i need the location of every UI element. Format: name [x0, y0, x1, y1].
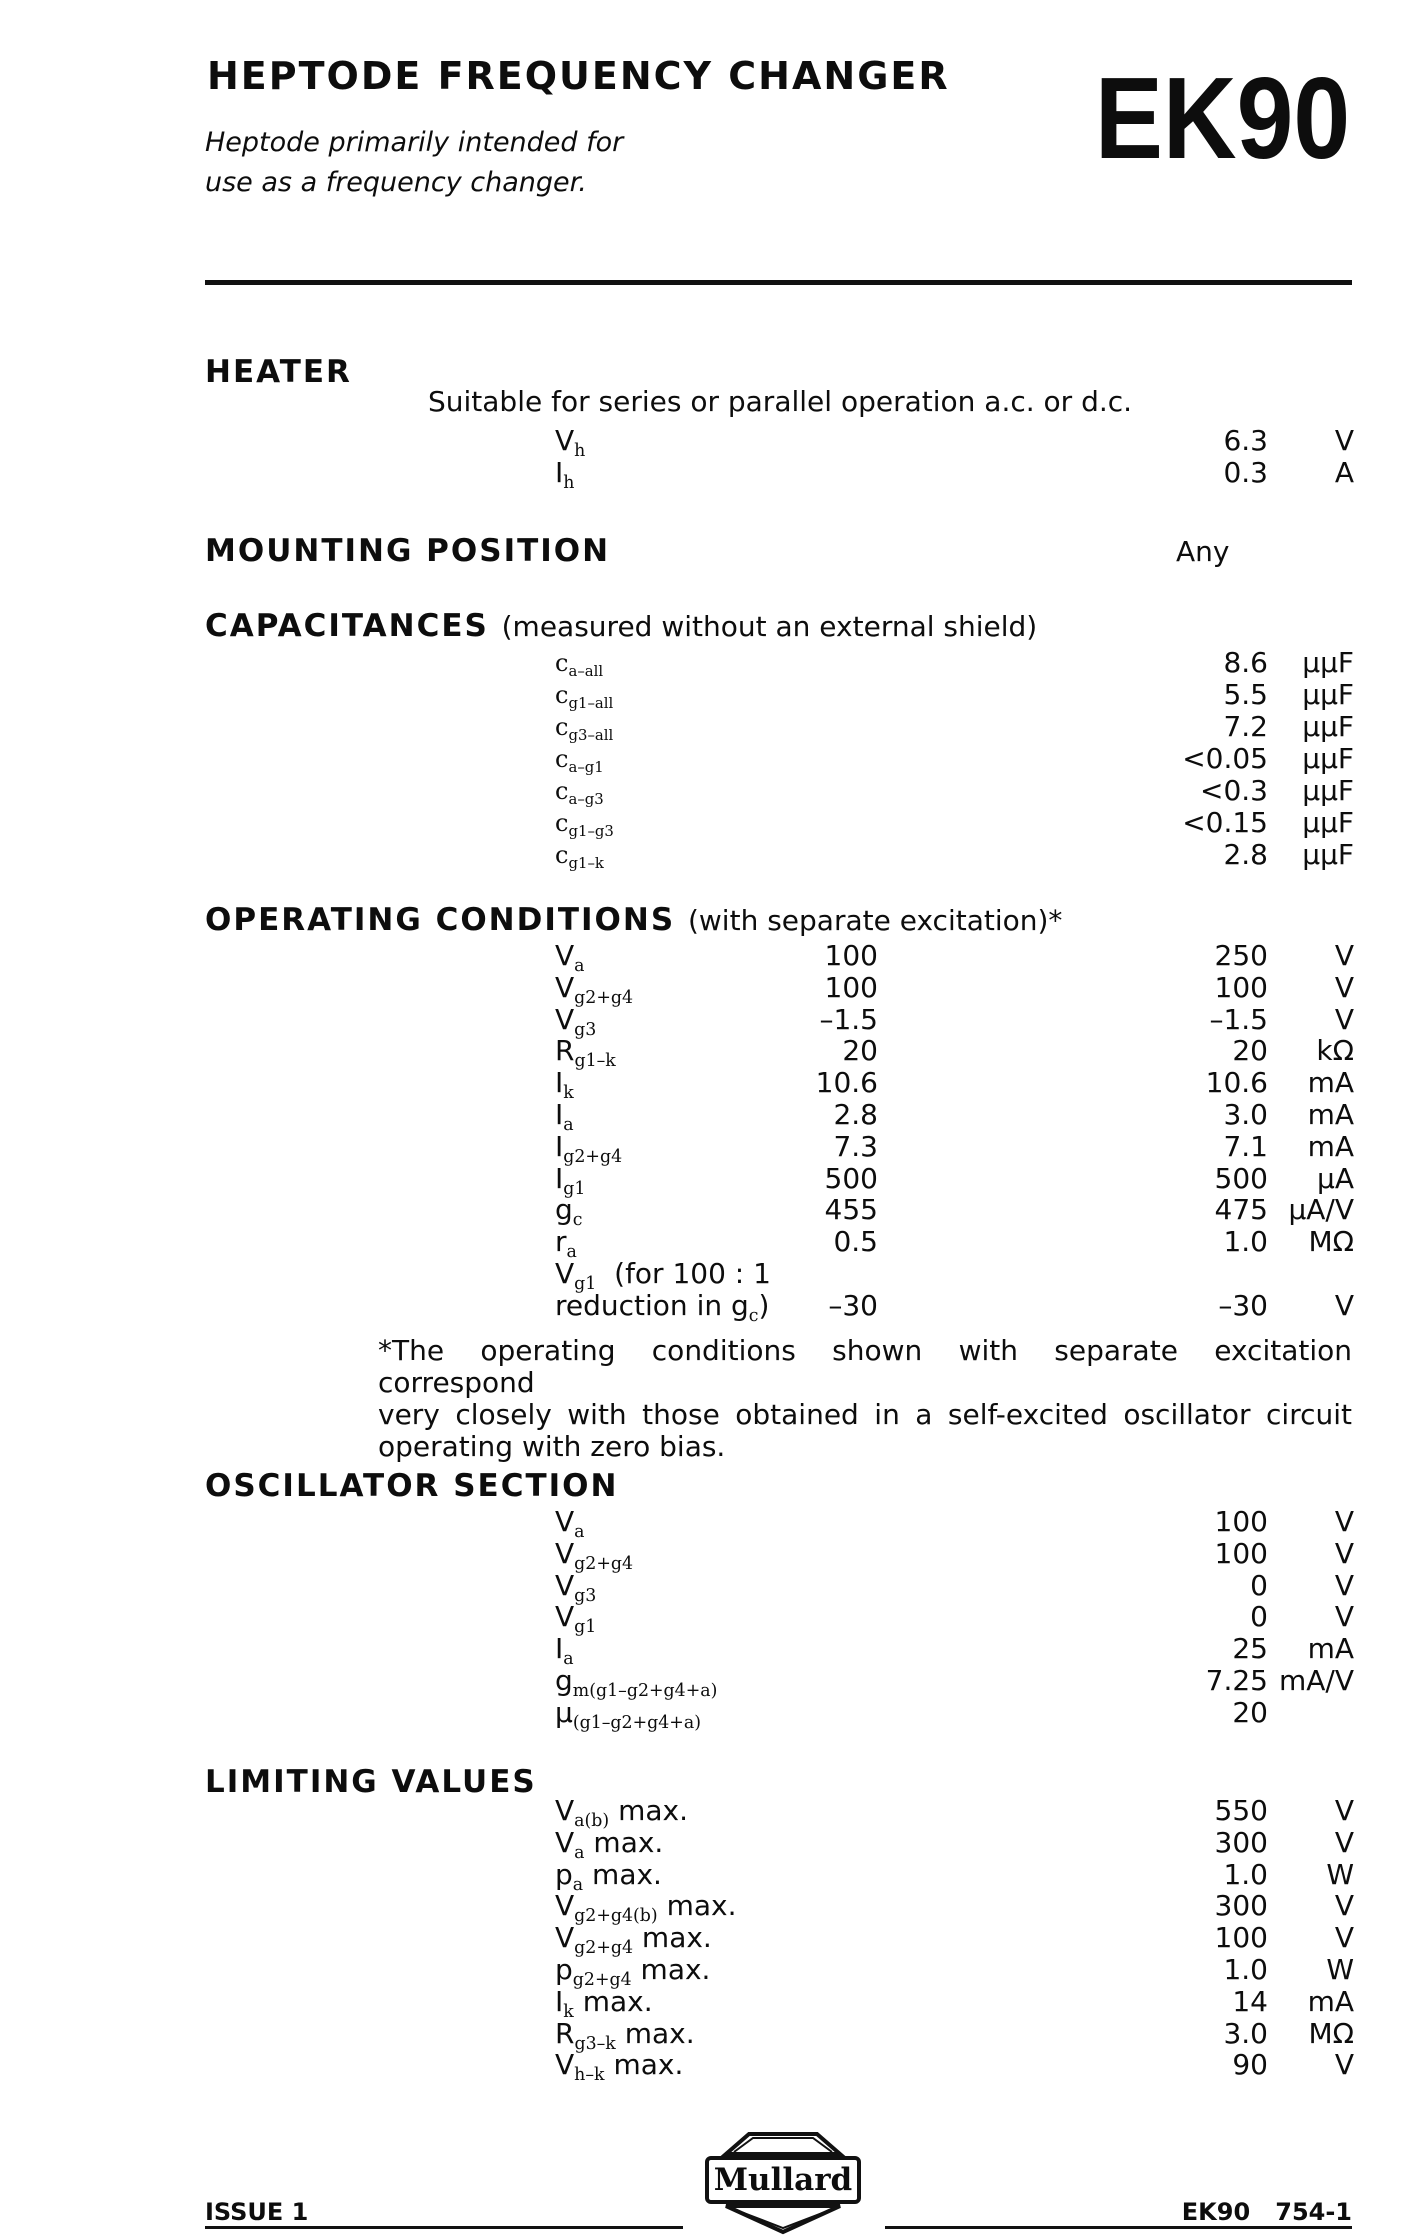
unit: V — [1334, 1921, 1354, 1955]
row-symbol-main: c — [555, 745, 569, 773]
limiting-row — [0, 1825, 1420, 1863]
value-col-2: 475 — [1214, 1193, 1268, 1227]
value: 100 — [1214, 1505, 1268, 1538]
heater-row — [0, 424, 1420, 462]
value: 7.2 — [1223, 710, 1268, 743]
value-col-2: 3.0 — [1223, 1098, 1268, 1131]
unit: V — [1334, 1889, 1354, 1923]
unit: V — [1334, 939, 1354, 972]
row-symbol-main: c — [555, 681, 569, 709]
row-symbol-suffix: max. — [573, 1984, 653, 2018]
unit: μμF — [1302, 838, 1354, 871]
value-col-1: 10.6 — [815, 1066, 878, 1100]
value: <0.05 — [1182, 742, 1268, 775]
limiting-row — [0, 2048, 1420, 2086]
row-symbol-sub: h — [563, 473, 575, 494]
value: 8.6 — [1223, 646, 1268, 679]
value-col-1: 100 — [824, 939, 878, 972]
value-col-1: 2.8 — [833, 1098, 878, 1131]
row-symbol-sub: a — [574, 956, 585, 977]
value: 300 — [1214, 1889, 1268, 1923]
unit: μμF — [1302, 710, 1354, 743]
mounting-value: Any — [1176, 535, 1230, 568]
operating-row-vg1-line1 — [0, 1257, 1420, 1295]
row-symbol-main: V — [555, 1921, 575, 1955]
row-symbol-sub: g1 — [574, 1274, 597, 1295]
value: 0 — [1250, 1600, 1268, 1634]
row-symbol-main: I — [555, 1632, 564, 1666]
type-code: EK90 — [1094, 53, 1350, 183]
row-symbol-main: p — [555, 1953, 573, 1986]
heater-note: Suitable for series or parallel operation a.c. or d.c. — [428, 385, 1133, 418]
limiting-row — [0, 1857, 1420, 1895]
value-col-2: –30 — [1218, 1289, 1268, 1322]
value: <0.3 — [1200, 774, 1268, 807]
logo-text: Mullard — [713, 2162, 853, 2198]
row-symbol-sub: a — [566, 1242, 577, 1263]
value-col-1: 100 — [824, 970, 878, 1004]
unit: mA — [1307, 1066, 1354, 1100]
value: 0.3 — [1223, 456, 1268, 489]
unit: mA/V — [1278, 1664, 1354, 1697]
row-symbol-sub: a–all — [568, 662, 604, 681]
capacitance-row — [0, 743, 1420, 775]
value: 300 — [1214, 1825, 1268, 1859]
row-symbol-sub: c — [748, 1306, 759, 1327]
row-symbol-suffix: max. — [657, 1889, 737, 1923]
mullard-logo — [704, 2128, 862, 2236]
value-col-2: 1.0 — [1223, 1225, 1268, 1259]
oscillator-row — [0, 1664, 1420, 1702]
unit: kΩ — [1316, 1034, 1354, 1068]
row-symbol — [555, 2049, 683, 2091]
row-symbol — [555, 1290, 769, 1332]
value-col-1: 20 — [842, 1034, 878, 1068]
capacitance-row — [0, 647, 1420, 679]
row-symbol-main: p — [555, 1857, 573, 1891]
operating-row — [0, 1002, 1420, 1040]
operating-row — [0, 1225, 1420, 1263]
row-symbol-sub: a — [563, 1115, 574, 1136]
row-symbol-main: μ — [555, 1695, 573, 1729]
unit: mA — [1307, 1632, 1354, 1666]
unit: W — [1326, 1857, 1354, 1891]
row-symbol-main: g — [555, 1193, 573, 1227]
capacitances-heading-note: (measured without an external shield) — [501, 610, 1038, 643]
value: 100 — [1214, 1921, 1268, 1955]
operating-row — [0, 1193, 1420, 1231]
value: 1.0 — [1223, 1857, 1268, 1891]
row-symbol — [555, 1697, 701, 1739]
row-symbol-sub: g2+g4 — [563, 1146, 623, 1167]
row-symbol-sub: a–g1 — [568, 758, 604, 777]
operating-row — [0, 1034, 1420, 1072]
row-symbol-sub: g3–all — [568, 726, 614, 745]
value: 25 — [1232, 1632, 1268, 1666]
row-symbol-main: I — [555, 1984, 564, 2018]
row-symbol-main: c — [555, 649, 569, 677]
value: 100 — [1214, 1536, 1268, 1570]
row-symbol-main: V — [555, 939, 575, 972]
row-symbol-main: r — [555, 1225, 567, 1259]
row-symbol-suffix: max. — [631, 1953, 711, 1986]
unit: V — [1334, 1002, 1354, 1036]
unit: μA — [1317, 1161, 1354, 1195]
limiting-row — [0, 1984, 1420, 2022]
row-symbol-main: c — [555, 713, 569, 741]
unit: μμF — [1302, 646, 1354, 679]
row-symbol-sub: a–g3 — [568, 790, 604, 809]
row-symbol-main: c — [555, 777, 569, 805]
subtitle-line-1: Heptode primarily intended for — [205, 127, 624, 158]
row-symbol-suffix: max. — [609, 1794, 688, 1827]
row-symbol-main: I — [555, 1129, 564, 1163]
row-symbol-sub: a — [563, 1649, 574, 1670]
row-symbol-sub: g1–k — [574, 1051, 616, 1072]
issue-label: ISSUE 1 — [205, 2198, 309, 2226]
row-symbol-main: V — [555, 970, 575, 1004]
value-col-2: 100 — [1214, 970, 1268, 1004]
row-symbol-main: I — [555, 1161, 564, 1195]
limiting-row — [0, 1953, 1420, 1991]
row-symbol-main: R — [555, 1034, 575, 1068]
row-symbol-sub: a — [574, 1842, 585, 1863]
value-col-2: 500 — [1214, 1161, 1268, 1195]
row-symbol-sub: g1 — [574, 1617, 597, 1638]
row-symbol-sub: g2+g4 — [574, 1553, 634, 1574]
operating-row — [0, 1129, 1420, 1167]
row-symbol-main: V — [555, 1825, 575, 1859]
unit: μμF — [1302, 678, 1354, 711]
row-symbol-sub: c — [572, 1210, 583, 1231]
row-symbol-main: V — [555, 2048, 575, 2082]
value: 1.0 — [1223, 1953, 1268, 1986]
unit: mA — [1307, 1098, 1354, 1131]
limiting-row — [0, 1794, 1420, 1832]
row-symbol-sub: a — [574, 1522, 585, 1543]
capacitance-row — [0, 679, 1420, 711]
capacitance-row — [0, 807, 1420, 839]
oscillator-row — [0, 1505, 1420, 1543]
footnote-line-3: operating with zero bias. — [378, 1430, 726, 1463]
row-symbol-suffix: max. — [633, 1921, 712, 1955]
limiting-row — [0, 1889, 1420, 1927]
unit: μμF — [1302, 774, 1354, 807]
limiting-row — [0, 2016, 1420, 2054]
row-symbol-sub: g3 — [574, 1585, 597, 1606]
unit: V — [1334, 424, 1354, 457]
value: 0 — [1250, 1568, 1268, 1602]
row-symbol-sub: m(g1–g2+g4+a) — [572, 1681, 718, 1702]
row-symbol-sub: g2+g4 — [574, 987, 634, 1008]
value: 2.8 — [1223, 838, 1268, 871]
unit: MΩ — [1308, 2016, 1354, 2050]
value: 550 — [1214, 1794, 1268, 1827]
subtitle-line-2: use as a frequency changer. — [205, 167, 587, 198]
row-symbol-main: V — [555, 1505, 575, 1538]
value-col-2: 10.6 — [1205, 1066, 1268, 1100]
row-symbol-main: V — [555, 1002, 575, 1036]
oscillator-row — [0, 1568, 1420, 1606]
row-symbol-main: c — [555, 809, 569, 837]
row-symbol-sub: k — [563, 1083, 574, 1104]
row-symbol-sub: h — [574, 441, 586, 462]
row-symbol-sub: (g1–g2+g4+a) — [572, 1712, 701, 1733]
value-col-2: 20 — [1232, 1034, 1268, 1068]
operating-footnote — [378, 1335, 1352, 1463]
value-col-2: –1.5 — [1209, 1002, 1268, 1036]
row-symbol-sub: g3 — [574, 1019, 597, 1040]
operating-row — [0, 1098, 1420, 1136]
row-symbol-main: V — [555, 1600, 575, 1634]
unit: V — [1334, 1505, 1354, 1538]
value: 90 — [1232, 2048, 1268, 2082]
row-symbol-main: V — [555, 1568, 575, 1602]
unit: MΩ — [1308, 1225, 1354, 1259]
operating-row — [0, 1066, 1420, 1104]
value: 5.5 — [1223, 678, 1268, 711]
row-symbol-main: R — [555, 2016, 575, 2050]
row-symbol-suffix: max. — [604, 2048, 684, 2082]
heater-heading: HEATER — [205, 354, 352, 390]
row-symbol-sub: g3–k — [574, 2033, 616, 2054]
row-symbol-sub: g2+g4(b) — [574, 1906, 658, 1927]
row-symbol-main: I — [555, 456, 564, 489]
row-symbol-suffix: max. — [584, 1825, 664, 1859]
value: 7.25 — [1205, 1664, 1268, 1697]
capacitances-heading-text: CAPACITANCES — [205, 608, 489, 644]
row-symbol-suffix: max. — [583, 1857, 662, 1891]
oscillator-row — [0, 1600, 1420, 1638]
value-col-1: 500 — [824, 1161, 878, 1195]
row-symbol-sub: k — [563, 2001, 574, 2022]
unit: μA/V — [1288, 1193, 1354, 1227]
row-symbol-sub: a — [572, 1874, 584, 1895]
unit: V — [1334, 2048, 1354, 2082]
row-symbol-suffix: max. — [615, 2016, 695, 2050]
unit: V — [1334, 1600, 1354, 1634]
limiting-heading: LIMITING VALUES — [205, 1764, 537, 1800]
row-symbol-main: V — [555, 1794, 575, 1827]
row-symbol-sub: a(b) — [574, 1811, 610, 1832]
mounting-heading: MOUNTING POSITION — [205, 533, 611, 569]
row-symbol-main: V — [555, 424, 575, 457]
row-symbol-sub: g2+g4 — [574, 1938, 634, 1959]
oscillator-row — [0, 1632, 1420, 1670]
capacitance-row — [0, 839, 1420, 871]
operating-row — [0, 939, 1420, 977]
row-symbol-main: I — [555, 1098, 564, 1131]
value-col-1: 455 — [824, 1193, 878, 1227]
row-symbol-main: V — [555, 1889, 575, 1923]
operating-heading-note: (with separate excitation)* — [687, 904, 1063, 937]
operating-heading-text: OPERATING CONDITIONS — [205, 902, 676, 938]
oscillator-row — [0, 1536, 1420, 1574]
row-symbol-note: reduction in — [555, 1289, 723, 1322]
value: 3.0 — [1223, 2016, 1268, 2050]
document-reference: EK90 754-1 — [1181, 2198, 1352, 2226]
footer-rule-right — [885, 2226, 1352, 2229]
value-col-2: 7.1 — [1223, 1129, 1268, 1163]
value-col-1: 0.5 — [833, 1225, 878, 1259]
row-symbol — [555, 839, 604, 879]
value-col-2: 250 — [1214, 939, 1268, 972]
footnote-line-1: *The operating conditions shown with separate excitation correspond — [378, 1334, 1352, 1399]
unit: mA — [1307, 1129, 1354, 1163]
value: 20 — [1232, 1695, 1268, 1729]
unit: V — [1334, 1536, 1354, 1570]
footer-rule-left — [205, 2226, 683, 2229]
capacitances-heading — [205, 608, 1037, 644]
row-symbol-main: V — [555, 1257, 575, 1290]
row-symbol-sub: h–k — [574, 2065, 605, 2086]
row-symbol-main: I — [555, 1066, 564, 1100]
row-symbol-sub: g2+g4 — [572, 1970, 632, 1991]
row-symbol-main: g — [731, 1289, 749, 1322]
unit: mA — [1307, 1984, 1354, 2018]
unit: V — [1334, 1289, 1354, 1322]
value: 14 — [1232, 1984, 1268, 2018]
row-symbol-close: ) — [758, 1289, 770, 1322]
title-rule — [205, 280, 1352, 285]
row-symbol-sub: g1 — [563, 1178, 586, 1199]
value-col-1: –30 — [828, 1289, 878, 1322]
value-col-1: –1.5 — [819, 1002, 878, 1036]
operating-row — [0, 1161, 1420, 1199]
footnote-line-2: very closely with those obtained in a self-excited oscillator circuit — [378, 1398, 1352, 1431]
row-symbol-sub: g1–all — [568, 694, 614, 713]
capacitance-row — [0, 775, 1420, 807]
row-symbol-main: c — [555, 841, 569, 869]
limiting-row — [0, 1921, 1420, 1959]
unit: μμF — [1302, 742, 1354, 775]
row-symbol-sub: g1–k — [568, 854, 604, 873]
unit: V — [1334, 1568, 1354, 1602]
unit: μμF — [1302, 806, 1354, 839]
unit: V — [1334, 970, 1354, 1004]
operating-row-vg1-line2 — [0, 1289, 1420, 1327]
oscillator-row — [0, 1695, 1420, 1733]
value: 6.3 — [1223, 424, 1268, 457]
row-symbol-main: g — [555, 1664, 573, 1697]
page-title: HEPTODE FREQUENCY CHANGER — [207, 54, 950, 98]
row-symbol-sub: g1–g3 — [568, 822, 614, 841]
unit: V — [1334, 1825, 1354, 1859]
unit: V — [1334, 1794, 1354, 1827]
operating-row — [0, 970, 1420, 1008]
operating-heading — [205, 902, 1062, 938]
heater-row — [0, 456, 1420, 494]
value: <0.15 — [1182, 806, 1268, 839]
unit: A — [1334, 456, 1354, 489]
unit: W — [1326, 1953, 1354, 1986]
row-symbol-main: V — [555, 1536, 575, 1570]
oscillator-heading: OSCILLATOR SECTION — [205, 1468, 619, 1504]
capacitance-row — [0, 711, 1420, 743]
row-symbol — [555, 457, 574, 499]
value-col-1: 7.3 — [833, 1129, 878, 1163]
row-symbol-note: (for 100 : 1 — [614, 1257, 771, 1290]
